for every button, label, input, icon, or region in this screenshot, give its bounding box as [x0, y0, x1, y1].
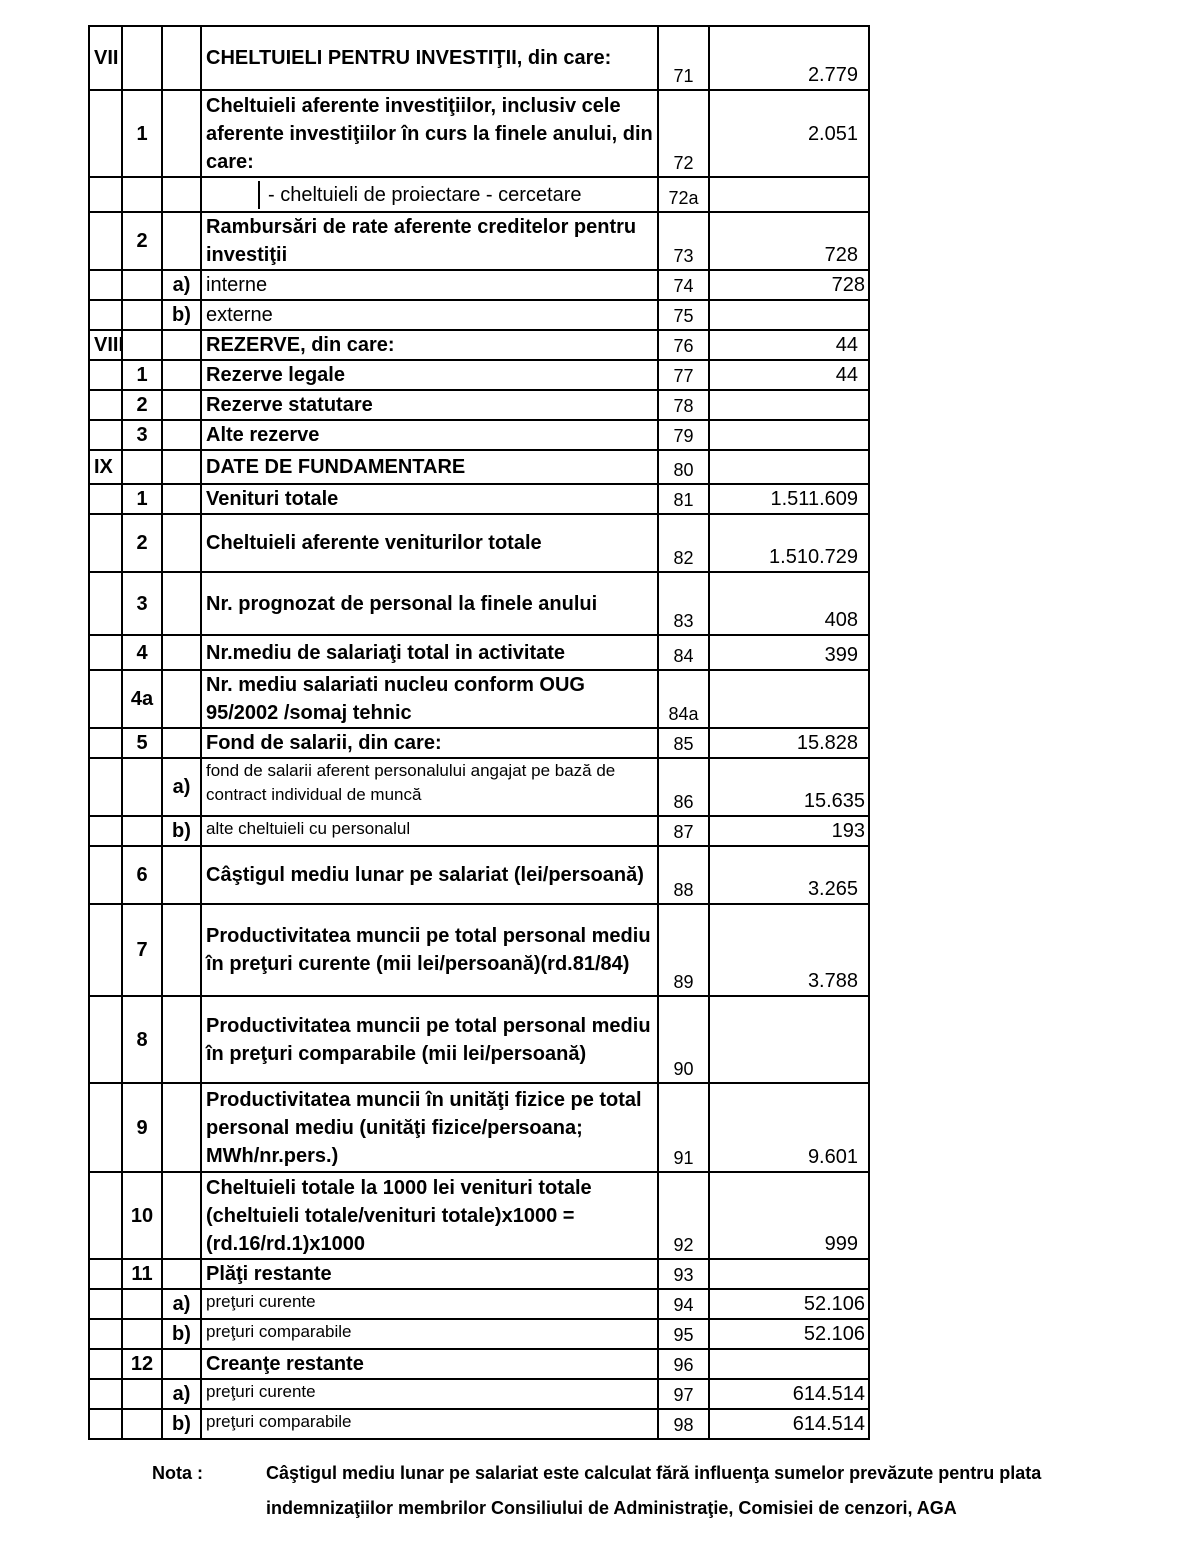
- table-row: [89, 360, 869, 390]
- row-letter: [162, 330, 201, 360]
- row-letter: [162, 90, 201, 177]
- table-row: [89, 670, 869, 728]
- row-roman-numeral: [89, 670, 122, 728]
- row-label: Cheltuieli totale la 1000 lei venituri totale (cheltuieli totale/venituri totale)x1000 =(rd.16/rd.1)x1000: [201, 1172, 658, 1259]
- row-label: Cheltuieli aferente veniturilor totale: [201, 514, 658, 572]
- row-letter: [162, 420, 201, 450]
- footnote-line-1: Câştigul mediu lunar pe salariat este calculat fără influenţa sumelor prevăzute pentru plata: [266, 1463, 1042, 1483]
- row-label: Cheltuieli aferente investiţiilor, inclusiv cele aferente investiţiilor în curs la finele anului, din care:: [201, 90, 658, 177]
- row-label: Productivitatea muncii pe total personal mediu în preţuri curente (mii lei/persoană)(rd.81/84): [201, 904, 658, 996]
- row-letter: a): [162, 1289, 201, 1319]
- row-code: 89: [658, 904, 709, 996]
- row-value: 1.510.729: [709, 514, 869, 572]
- row-code: 98: [658, 1409, 709, 1439]
- row-roman-numeral: [89, 484, 122, 514]
- row-label: Plăţi restante: [201, 1259, 658, 1289]
- row-letter: b): [162, 1409, 201, 1439]
- row-value: 3.788: [709, 904, 869, 996]
- budget-table-container: [88, 25, 868, 1440]
- row-code: 78: [658, 390, 709, 420]
- row-label: Productivitatea muncii în unităţi fizice pe total personal mediu (unităţi fizice/persoana; MWh/nr.pers.): [201, 1083, 658, 1172]
- row-code: 93: [658, 1259, 709, 1289]
- row-number: [122, 1379, 162, 1409]
- row-roman-numeral: [89, 514, 122, 572]
- table-row: [89, 90, 869, 177]
- footnote-label: Nota :: [152, 1463, 203, 1483]
- row-code: 88: [658, 846, 709, 904]
- row-label: Nr. mediu salariati nucleu conform OUG 95/2002 /somaj tehnic: [201, 670, 658, 728]
- row-value: 999: [709, 1172, 869, 1259]
- table-row: [89, 816, 869, 846]
- table-row: [89, 846, 869, 904]
- row-number: 3: [122, 572, 162, 635]
- row-roman-numeral: [89, 904, 122, 996]
- row-code: 84a: [658, 670, 709, 728]
- row-label: Rezerve statutare: [201, 390, 658, 420]
- table-row: [89, 484, 869, 514]
- row-value: 15.635: [709, 758, 869, 816]
- row-label: preţuri comparabile: [201, 1409, 658, 1439]
- row-roman-numeral: [89, 1409, 122, 1439]
- row-code: 80: [658, 450, 709, 484]
- table-row: [89, 270, 869, 300]
- row-letter: a): [162, 270, 201, 300]
- row-code: 81: [658, 484, 709, 514]
- row-roman-numeral: IX: [89, 450, 122, 484]
- row-number: [122, 758, 162, 816]
- table-row: [89, 635, 869, 670]
- row-number: 1: [122, 360, 162, 390]
- table-row: [89, 300, 869, 330]
- row-roman-numeral: [89, 90, 122, 177]
- row-value: 193: [709, 816, 869, 846]
- row-roman-numeral: [89, 390, 122, 420]
- row-label: Rambursări de rate aferente creditelor pentru investiţii: [201, 212, 658, 270]
- row-code: 72: [658, 90, 709, 177]
- row-label: preţuri curente: [201, 1379, 658, 1409]
- row-letter: [162, 1259, 201, 1289]
- row-value: [709, 300, 869, 330]
- row-roman-numeral: [89, 1083, 122, 1172]
- row-letter: [162, 1083, 201, 1172]
- row-code: 73: [658, 212, 709, 270]
- row-roman-numeral: [89, 846, 122, 904]
- row-number: [122, 1409, 162, 1439]
- row-label: alte cheltuieli cu personalul: [201, 816, 658, 846]
- row-code: 71: [658, 26, 709, 90]
- row-letter: [162, 1172, 201, 1259]
- row-label: Venituri totale: [201, 484, 658, 514]
- row-letter: [162, 846, 201, 904]
- row-roman-numeral: [89, 572, 122, 635]
- table-row: [89, 1172, 869, 1259]
- row-code: 90: [658, 996, 709, 1083]
- table-row: [89, 26, 869, 90]
- row-roman-numeral: [89, 212, 122, 270]
- row-number: 4: [122, 635, 162, 670]
- row-roman-numeral: [89, 1172, 122, 1259]
- row-roman-numeral: [89, 1259, 122, 1289]
- table-row: [89, 212, 869, 270]
- row-label: Productivitatea muncii pe total personal mediu în preţuri comparabile (mii lei/persoană): [201, 996, 658, 1083]
- row-code: 74: [658, 270, 709, 300]
- row-value: [709, 450, 869, 484]
- row-label: preţuri comparabile: [201, 1319, 658, 1349]
- row-roman-numeral: [89, 1319, 122, 1349]
- row-letter: [162, 572, 201, 635]
- row-roman-numeral: [89, 1289, 122, 1319]
- row-label: Creanţe restante: [201, 1349, 658, 1379]
- table-row: [89, 330, 869, 360]
- row-code: 92: [658, 1172, 709, 1259]
- row-code: 77: [658, 360, 709, 390]
- row-label: Rezerve legale: [201, 360, 658, 390]
- row-number: 4a: [122, 670, 162, 728]
- row-letter: [162, 514, 201, 572]
- table-row: [89, 1349, 869, 1379]
- row-number: 12: [122, 1349, 162, 1379]
- row-letter: [162, 635, 201, 670]
- row-letter: [162, 484, 201, 514]
- row-roman-numeral: [89, 177, 122, 212]
- row-letter: a): [162, 1379, 201, 1409]
- row-code: 86: [658, 758, 709, 816]
- row-number: 11: [122, 1259, 162, 1289]
- table-row: [89, 177, 869, 212]
- row-code: 85: [658, 728, 709, 758]
- table-row: [89, 390, 869, 420]
- row-roman-numeral: [89, 300, 122, 330]
- row-letter: a): [162, 758, 201, 816]
- row-code: 94: [658, 1289, 709, 1319]
- row-value: 1.511.609: [709, 484, 869, 514]
- row-letter: b): [162, 1319, 201, 1349]
- row-number: 2: [122, 390, 162, 420]
- row-value: 728: [709, 212, 869, 270]
- row-number: [122, 450, 162, 484]
- row-value: 52.106: [709, 1289, 869, 1319]
- row-value: 44: [709, 360, 869, 390]
- table-row: [89, 1083, 869, 1172]
- row-number: 10: [122, 1172, 162, 1259]
- table-row: [89, 1409, 869, 1439]
- row-number: 7: [122, 904, 162, 996]
- row-number: [122, 270, 162, 300]
- row-roman-numeral: [89, 270, 122, 300]
- row-roman-numeral: VII: [89, 26, 122, 90]
- row-roman-numeral: [89, 758, 122, 816]
- table-row: [89, 450, 869, 484]
- row-value: 9.601: [709, 1083, 869, 1172]
- row-value: [709, 177, 869, 212]
- row-value: 52.106: [709, 1319, 869, 1349]
- row-letter: [162, 1349, 201, 1379]
- row-label: Alte rezerve: [201, 420, 658, 450]
- table-row: [89, 1319, 869, 1349]
- row-roman-numeral: [89, 420, 122, 450]
- footnote-line-2: indemnizaţiilor membrilor Consiliului de Administraţie, Comisiei de cenzori, AGA: [266, 1498, 957, 1518]
- row-number: [122, 26, 162, 90]
- table-row: [89, 728, 869, 758]
- table-row: [89, 514, 869, 572]
- row-letter: [162, 26, 201, 90]
- row-label: CHELTUIELI PENTRU INVESTIŢII, din care:: [201, 26, 658, 90]
- table-row: [89, 758, 869, 816]
- row-number: [122, 1319, 162, 1349]
- row-label: - cheltuieli de proiectare - cercetare: [201, 177, 658, 212]
- budget-table-body: [89, 26, 869, 1439]
- row-value: 2.779: [709, 26, 869, 90]
- row-label: Fond de salarii, din care:: [201, 728, 658, 758]
- row-value: 2.051: [709, 90, 869, 177]
- row-number: 1: [122, 90, 162, 177]
- row-code: 91: [658, 1083, 709, 1172]
- row-value: 44: [709, 330, 869, 360]
- row-code: 87: [658, 816, 709, 846]
- row-label: externe: [201, 300, 658, 330]
- row-value: 399: [709, 635, 869, 670]
- row-number: 3: [122, 420, 162, 450]
- row-number: [122, 300, 162, 330]
- row-code: 72a: [658, 177, 709, 212]
- row-roman-numeral: [89, 728, 122, 758]
- row-letter: b): [162, 300, 201, 330]
- row-roman-numeral: [89, 1379, 122, 1409]
- row-letter: [162, 212, 201, 270]
- row-roman-numeral: [89, 996, 122, 1083]
- row-number: 6: [122, 846, 162, 904]
- row-letter: [162, 450, 201, 484]
- row-number: 8: [122, 996, 162, 1083]
- row-label: interne: [201, 270, 658, 300]
- row-value: [709, 1349, 869, 1379]
- table-row: [89, 1289, 869, 1319]
- row-number: 2: [122, 514, 162, 572]
- row-letter: [162, 360, 201, 390]
- row-label: REZERVE, din care:: [201, 330, 658, 360]
- row-code: 84: [658, 635, 709, 670]
- row-number: [122, 816, 162, 846]
- row-roman-numeral: [89, 635, 122, 670]
- row-code: 96: [658, 1349, 709, 1379]
- row-letter: [162, 996, 201, 1083]
- row-letter: [162, 904, 201, 996]
- row-letter: [162, 728, 201, 758]
- row-code: 83: [658, 572, 709, 635]
- row-value: 408: [709, 572, 869, 635]
- row-value: 15.828: [709, 728, 869, 758]
- row-number: 2: [122, 212, 162, 270]
- row-roman-numeral: [89, 816, 122, 846]
- row-value: 614.514: [709, 1379, 869, 1409]
- row-value: [709, 1259, 869, 1289]
- row-label: Nr. prognozat de personal la finele anului: [201, 572, 658, 635]
- row-label: fond de salarii aferent personalului angajat pe bază de contract individual de muncă: [201, 758, 658, 816]
- row-letter: [162, 670, 201, 728]
- row-value: [709, 420, 869, 450]
- row-code: 97: [658, 1379, 709, 1409]
- row-code: 79: [658, 420, 709, 450]
- row-number: 9: [122, 1083, 162, 1172]
- row-letter: b): [162, 816, 201, 846]
- table-row: [89, 996, 869, 1083]
- row-value: [709, 390, 869, 420]
- row-roman-numeral: [89, 1349, 122, 1379]
- row-number: [122, 330, 162, 360]
- row-value: 3.265: [709, 846, 869, 904]
- table-row: [89, 1379, 869, 1409]
- row-letter: [162, 177, 201, 212]
- row-letter: [162, 390, 201, 420]
- row-number: [122, 1289, 162, 1319]
- row-number: [122, 177, 162, 212]
- row-label: Nr.mediu de salariaţi total in activitate: [201, 635, 658, 670]
- row-label: preţuri curente: [201, 1289, 658, 1319]
- table-row: [89, 420, 869, 450]
- budget-table: [88, 25, 870, 1440]
- row-label: DATE DE FUNDAMENTARE: [201, 450, 658, 484]
- table-row: [89, 904, 869, 996]
- row-code: 82: [658, 514, 709, 572]
- row-roman-numeral: VIII: [89, 330, 122, 360]
- row-code: 95: [658, 1319, 709, 1349]
- row-value: [709, 996, 869, 1083]
- row-code: 75: [658, 300, 709, 330]
- row-value: 728: [709, 270, 869, 300]
- table-row: [89, 1259, 869, 1289]
- row-code: 76: [658, 330, 709, 360]
- row-label: Câştigul mediu lunar pe salariat (lei/persoană): [201, 846, 658, 904]
- row-number: 1: [122, 484, 162, 514]
- row-value: 614.514: [709, 1409, 869, 1439]
- row-number: 5: [122, 728, 162, 758]
- row-value: [709, 670, 869, 728]
- table-row: [89, 572, 869, 635]
- row-roman-numeral: [89, 360, 122, 390]
